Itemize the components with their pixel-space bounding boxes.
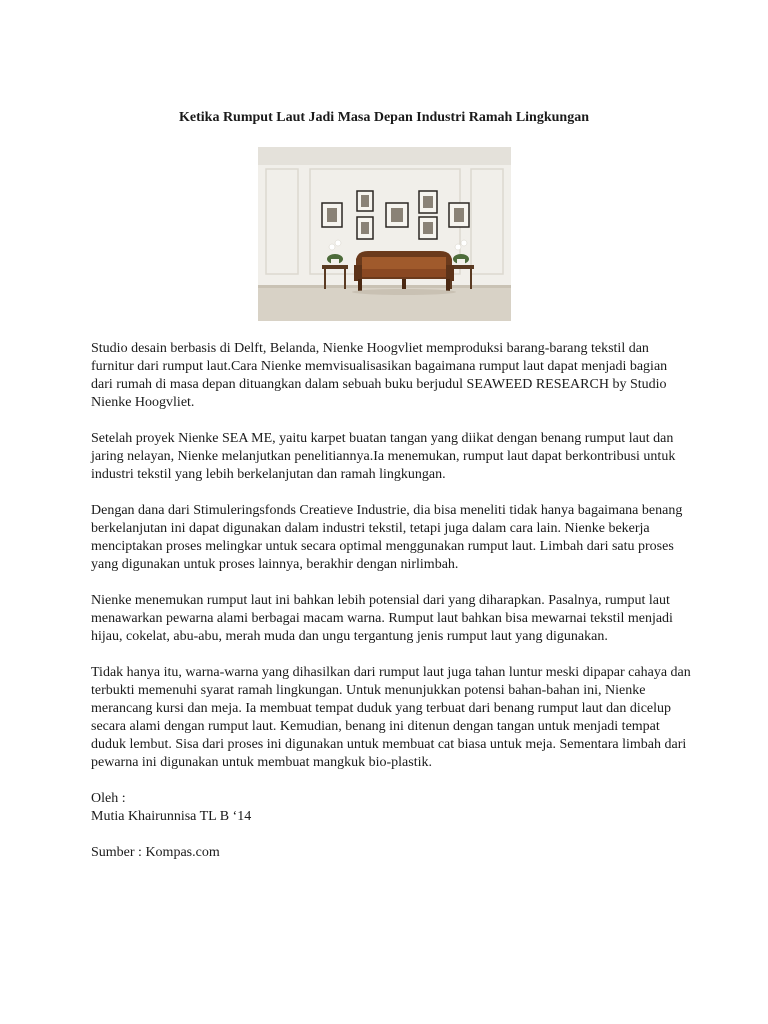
paragraph: Tidak hanya itu, warna-warna yang dihasilkan dari rumput laut juga tahan luntur meski dipapar cahaya dan terbukti memenuhi syarat ramah lingkungan. Untuk menunjukkan potensi bahan-bahan ini, Nienke merancang kursi dan meja. Ia membuat tempat duduk yang terbuat dari benang rumput laut dan dicelup secara alami dengan rumput laut. Kemudian, benang ini ditenun dengan tangan untuk menjadi tempat duduk lembut. Sisa dari proses ini digunakan untuk membuat cat biasa untuk meja. Sementara limbah dari pewarna ini digunakan untuk membuat mangkuk bio-plastik. [91,665,691,770]
paragraph: Nienke menemukan rumput laut ini bahkan lebih potensial dari yang diharapkan. Pasalnya, rumput laut menawarkan pewarna alami berbagai macam warna. Rumput laut bahkan bisa mewarnai tekstil menjadi hijau, cokelat, abu-abu, merah muda dan ungu tergantung jenis rumput laut yang digunakan. [91,593,673,644]
paragraph: Dengan dana dari Stimuleringsfonds Creatieve Industrie, dia bisa meneliti tidak hanya bagaimana benang berkelanjutan ini dapat digunakan dalam industri tekstil, tetapi juga dalam cara lain. Nienke bekerja menciptakan proses melingkar untuk secara optimal menggunakan rumput laut. Limbah dari satu proses yang digunakan untuk proses lainnya, berakhir dengan nirlimbah. [91,503,683,572]
author-name: Mutia Khairunnisa TL B ‘14 [91,809,252,824]
credits [91,790,691,862]
paragraph: Setelah proyek Nienke SEA ME, yaitu karpet buatan tangan yang diikat dengan benang rumput laut dan jaring nelayan, Nienke melanjutkan penelitiannya.Ia menemukan, rumput laut dapat berkontribusi untuk industri tekstil yang lebih berkelanjutan dan ramah lingkungan. [91,431,676,482]
source-line: Sumber : Kompas.com [91,845,220,860]
article-photo [258,147,511,321]
page-title: Ketika Rumput Laut Jadi Masa Depan Industri Ramah Lingkungan [179,110,589,125]
article-body [91,340,691,862]
author-label: Oleh : [91,791,126,806]
paragraph: Studio desain berbasis di Delft, Belanda, Nienke Hoogvliet memproduksi barang-barang tekstil dan furnitur dari rumput laut.Cara Nienke memvisualisasikan bagaimana rumput laut dapat menjadi bagian dari rumah di masa depan dituangkan dalam sebuah buku berjudul SEAWEED RESEARCH by Studio Nienke Hoogvliet. [91,341,668,410]
